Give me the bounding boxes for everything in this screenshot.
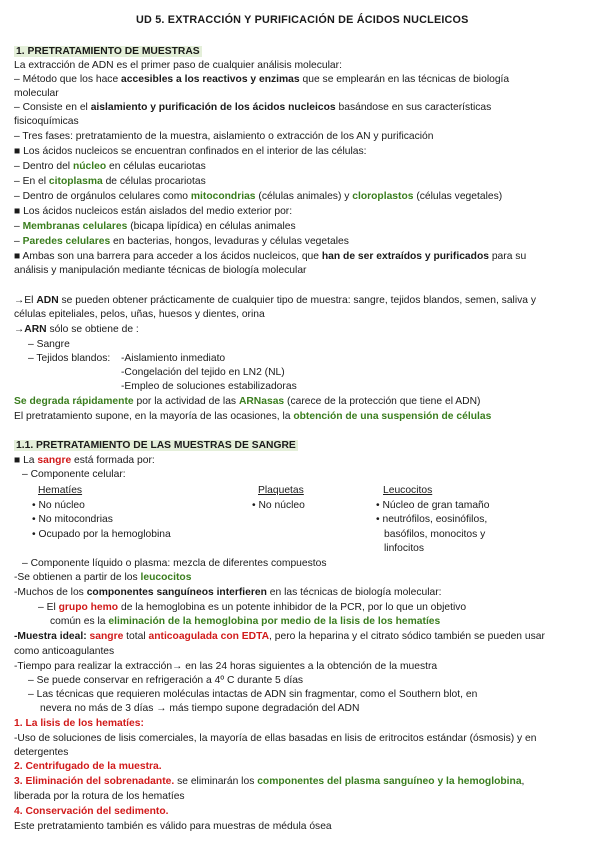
s1-line-20-right: -Aislamiento inmediato: [121, 353, 226, 364]
section-1-heading-text: 1. PRETRATAMIENTO DE MUESTRAS: [16, 46, 200, 57]
leucocitos-header: Leucocitos: [383, 485, 433, 496]
green-run: Membranas celulares: [22, 221, 128, 232]
green-run: cloroplastos: [352, 191, 414, 202]
s1-line-18: [14, 323, 139, 336]
hematies-item: • No núcleo: [32, 500, 85, 511]
green-run: componentes del plasma sanguíneo y la hemoglobina: [257, 776, 522, 787]
text-run: (células animales) y: [255, 191, 353, 202]
s1-line-4: [14, 101, 491, 114]
text-run: ,: [521, 776, 525, 787]
step-4-heading: 4. Conservación del sedimento.: [14, 806, 169, 817]
text-run: – En el: [14, 176, 49, 187]
text-run: -Se obtienen a partir de los: [14, 572, 141, 583]
s2-line-13: nevera no más de 3 días → más tiempo supone degradación del ADN: [40, 703, 360, 714]
text-run: se eliminarán los: [174, 776, 258, 787]
text-run: ■ La: [14, 455, 38, 466]
green-run: mitocondrias: [190, 191, 256, 202]
red-run: sangre: [37, 455, 72, 466]
bold-run: aislamiento y purificación de los ácidos nucleicos: [90, 102, 336, 113]
text-run: – Dentro del: [14, 161, 73, 172]
text-run: para su: [488, 251, 527, 262]
s1-line-6: – Tres fases: pretratamiento de la muestra, aislamiento o extracción de los AN y purificación: [14, 131, 434, 142]
green-run: Paredes celulares: [22, 236, 111, 247]
s1-line-22: -Empleo de soluciones estabilizadoras: [121, 381, 297, 392]
leucocitos-item: • neutrófilos, eosinófilos,: [376, 514, 488, 525]
text-run: , pero la heparina y el citrato sódico también se pueden usar: [269, 631, 545, 642]
green-run: ARNasas: [238, 396, 285, 407]
s1-line-12: [14, 220, 296, 233]
step-3-heading: 3. Eliminación del sobrenadante.: [14, 776, 175, 787]
s2-line-16: [14, 775, 524, 788]
s1-line-3: molecular: [14, 88, 59, 99]
text-run: – El: [38, 602, 59, 613]
s1-line-24: [14, 410, 491, 423]
s1-line-10: [14, 190, 502, 203]
s1-line-7: ■ Los ácidos nucleicos se encuentran confinados en el interior de las células:: [14, 146, 367, 157]
s1-line-11: ■ Los ácidos nucleicos están aislados del medio exterior por:: [14, 206, 293, 217]
s1-line-8: [14, 160, 206, 173]
step-2-heading: 2. Centrifugado de la muestra.: [14, 761, 162, 772]
page-title: UD 5. EXTRACCIÓN Y PURIFICACIÓN DE ÁCIDOS NUCLEICOS: [136, 14, 469, 26]
s2-line-10: -Tiempo para realizar la extracción→ en las 24 horas siguientes a la obtención de la muestra: [14, 661, 438, 672]
s1-line-14: [14, 250, 526, 263]
text-run: en las técnicas de biología molecular:: [266, 587, 442, 598]
s2-line-2: – Componente celular:: [22, 469, 126, 480]
green-run: leucocitos: [140, 572, 192, 583]
leucocitos-item: linfocitos: [384, 543, 425, 554]
text-run: – Dentro de orgánulos celulares como: [14, 191, 191, 202]
bold-run: accesibles a los reactivos y enzimas: [121, 74, 300, 85]
plaquetas-item: • No núcleo: [252, 500, 305, 511]
bold-run: han de ser extraídos y purificados: [321, 251, 489, 262]
s1-line-5: fisicoquímicas: [14, 116, 79, 127]
bold-run: ADN: [36, 295, 59, 306]
red-run: grupo hemo: [58, 602, 119, 613]
red-run: anticoagulada con EDTA: [148, 631, 270, 642]
step-1-heading: 1. La lisis de los hematíes:: [14, 718, 144, 729]
text-run: –: [14, 221, 23, 232]
s2-line-12: – Las técnicas que requieren moléculas intactas de ADN sin fragmentar, como el Southern blot, en: [28, 689, 478, 700]
s2-line-4: [14, 571, 191, 584]
text-run: se pueden obtener prácticamente de cualquier tipo de muestra: sangre, tejidos blandos, semen, saliva y: [58, 295, 537, 306]
bold-run: componentes sanguíneos interfieren: [86, 587, 267, 598]
bold-run: ARN: [24, 324, 47, 335]
red-run: sangre: [89, 631, 124, 642]
text-run: →El: [14, 295, 37, 306]
text-run: de la hemoglobina es un potente inhibidor de la PCR, por lo que un objetivo: [118, 602, 467, 613]
s1-line-9: [14, 175, 206, 188]
text-run: –: [14, 236, 23, 247]
text-run: sólo se obtiene de :: [46, 324, 139, 335]
text-run: (células vegetales): [413, 191, 503, 202]
s2-line-1: [14, 454, 155, 467]
green-run: Se degrada rápidamente: [14, 396, 134, 407]
text-run: – Tejidos blandos:: [28, 353, 111, 364]
s2-line-15: detergentes: [14, 747, 69, 758]
green-run: obtención de una suspensión de células: [293, 411, 492, 422]
text-run: (carece de la protección que tiene el ADN): [284, 396, 481, 407]
s2-line-17: liberada por la rotura de los hematíes: [14, 791, 185, 802]
text-run: por la actividad de las: [133, 396, 239, 407]
text-run: que se emplearán en las técnicas de biología: [299, 74, 510, 85]
text-run: (bicapa lipídica) en células animales: [127, 221, 296, 232]
leucocitos-item: • Núcleo de gran tamaño: [376, 500, 490, 511]
text-run: →: [14, 324, 25, 335]
s1-line-23: [14, 395, 480, 408]
s1-line-16: [14, 294, 536, 307]
text-run: basándose en sus características: [335, 102, 492, 113]
s1-line-15: análisis y manipulación mediante técnicas de biología molecular: [14, 265, 307, 276]
hematies-header: Hematíes: [38, 485, 83, 496]
text-run: está formada por:: [71, 455, 155, 466]
s1-line-19: – Sangre: [28, 339, 70, 350]
plaquetas-header: Plaquetas: [258, 485, 304, 496]
leucocitos-item: basófilos, monocitos y: [384, 529, 486, 540]
s2-line-6: [38, 601, 466, 614]
text-run: común es la: [50, 616, 109, 627]
s2-line-11: – Se puede conservar en refrigeración a 4º C durante 5 días: [28, 675, 304, 686]
s1-line-2: [14, 73, 509, 86]
section-1-1-heading-text: 1.1. PRETRATAMIENTO DE LAS MUESTRAS DE SANGRE: [16, 440, 296, 451]
text-run: en células eucariotas: [106, 161, 206, 172]
s2-line-9: como anticoagulantes: [14, 646, 115, 657]
section-1-heading: [14, 45, 202, 58]
bold-run: -Muestra ideal:: [14, 631, 90, 642]
text-run: de células procariotas: [102, 176, 206, 187]
s2-line-14: -Uso de soluciones de lisis comerciales, la mayoría de ellas basadas en lisis de eritrocitos estándar (ósmosis) y en: [14, 733, 537, 744]
s2-line-8: [14, 630, 545, 643]
hematies-item: • Ocupado por la hemoglobina: [32, 529, 171, 540]
s1-line-13: [14, 235, 349, 248]
s2-line-7: [50, 615, 440, 628]
s1-line-20: [28, 352, 110, 365]
text-run: en bacterias, hongos, levaduras y células vegetales: [110, 236, 349, 247]
text-run: – Consiste en el: [14, 102, 91, 113]
hematies-item: • No mitocondrias: [32, 514, 113, 525]
s1-line-17: células epiteliales, pelos, uñas, huesos y dientes, orina: [14, 309, 265, 320]
s1-line-21: -Congelación del tejido en LN2 (NL): [121, 367, 285, 378]
green-run: citoplasma: [48, 176, 103, 187]
s2-line-18: Este pretratamiento también es válido para muestras de médula ósea: [14, 821, 332, 832]
text-run: -Muchos de los: [14, 587, 87, 598]
text-run: ■ Ambas son una barrera para acceder a los ácidos nucleicos, que: [14, 251, 322, 262]
text-run: total: [123, 631, 149, 642]
section-1-1-heading: [14, 439, 298, 452]
green-run: núcleo: [72, 161, 107, 172]
text-run: – Método que los hace: [14, 74, 122, 85]
s1-line-1: La extracción de ADN es el primer paso de cualquier análisis molecular:: [14, 60, 342, 71]
text-run: El pretratamiento supone, en la mayoría de las ocasiones, la: [14, 411, 294, 422]
green-run: eliminación de la hemoglobina por medio de la lisis de los hematíes: [108, 616, 441, 627]
s2-line-5: [14, 586, 442, 599]
s2-line-3: – Componente líquido o plasma: mezcla de diferentes compuestos: [22, 558, 327, 569]
